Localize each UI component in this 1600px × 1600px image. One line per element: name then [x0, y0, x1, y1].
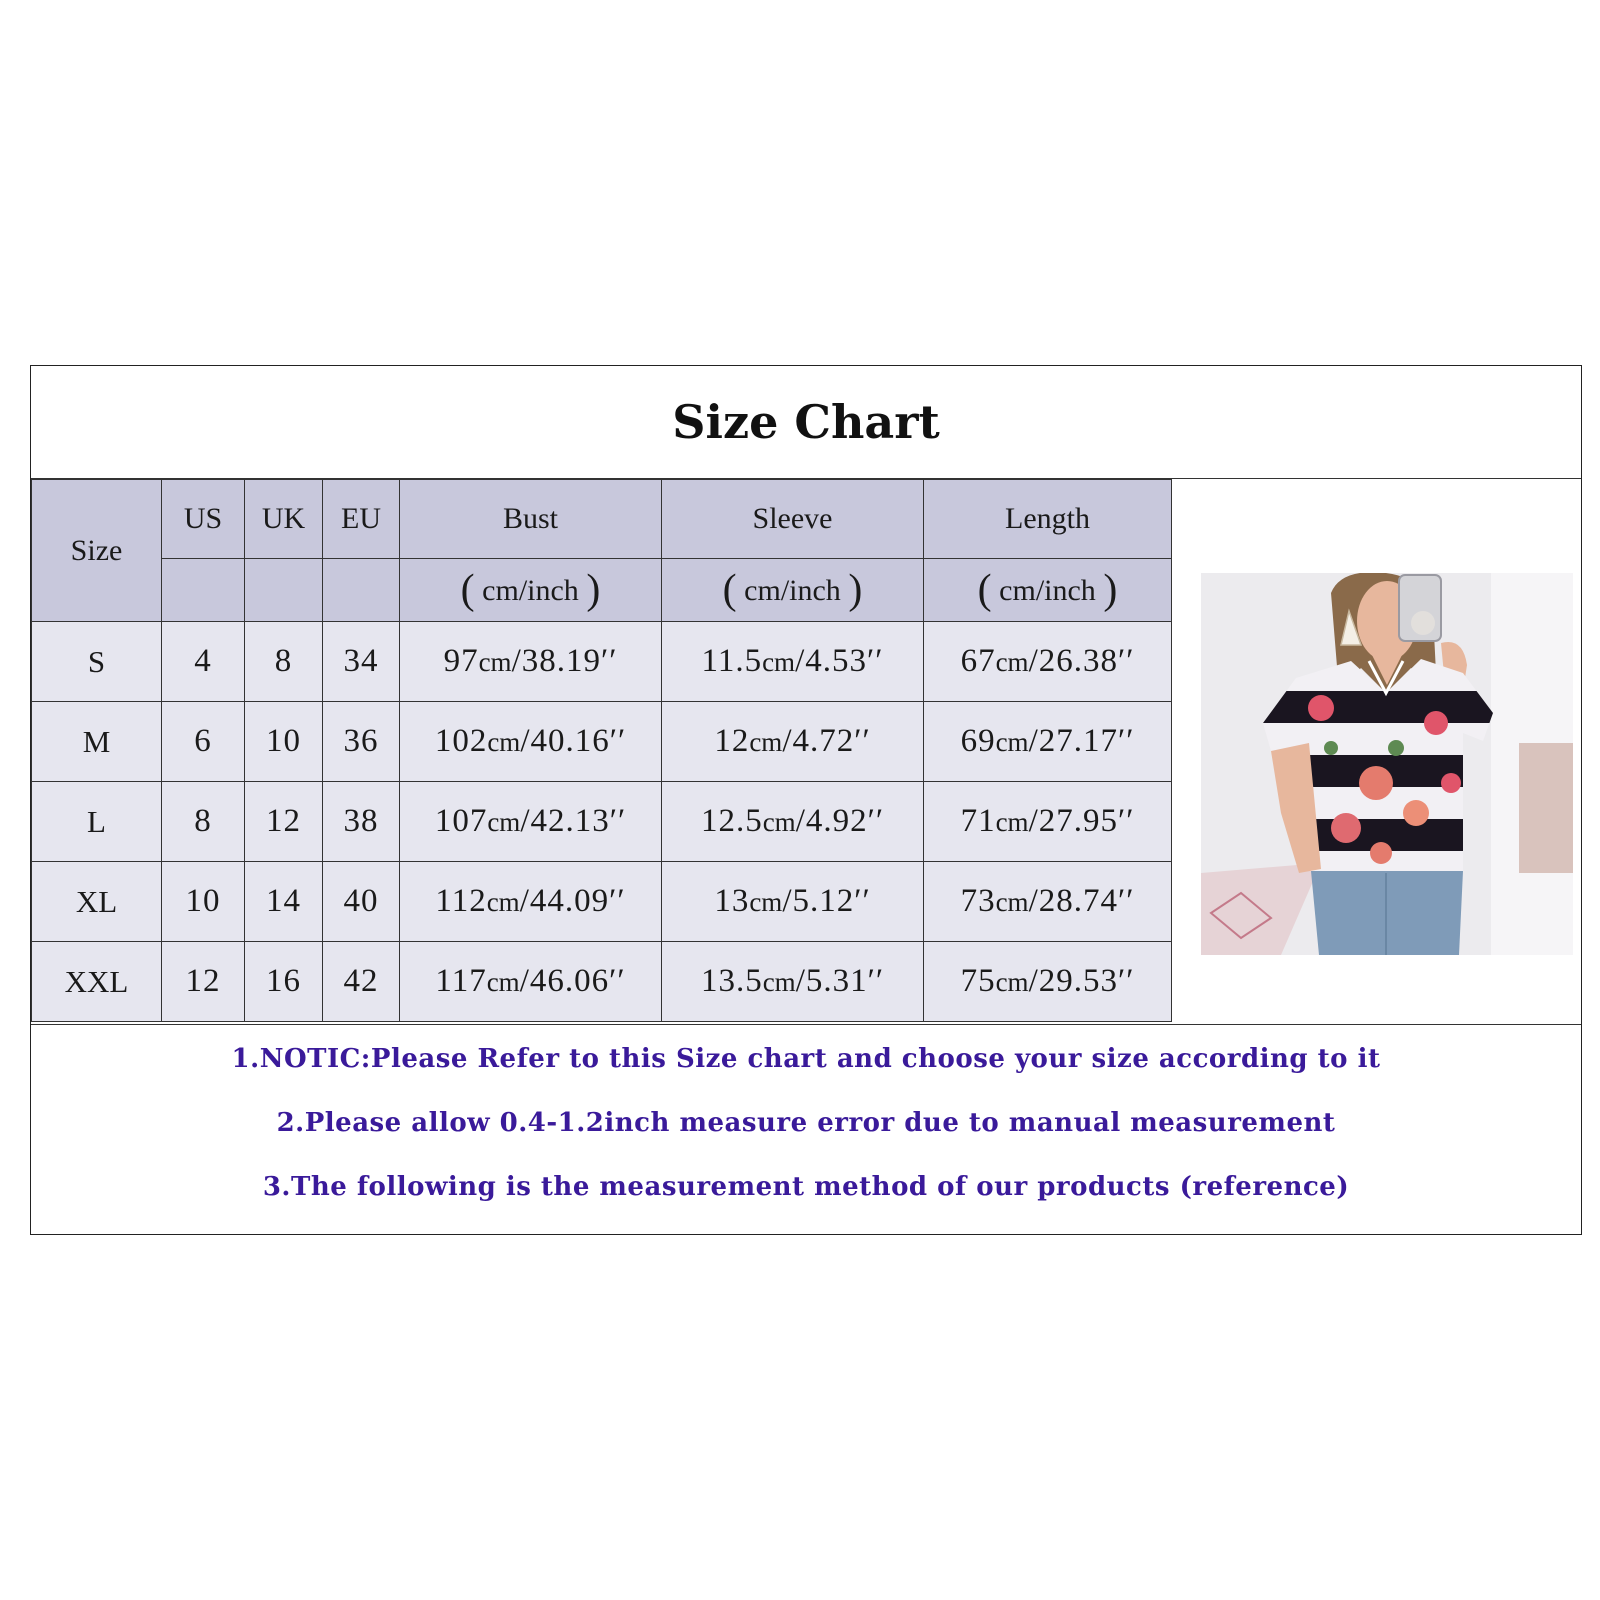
sleeve-cell	[662, 942, 924, 1022]
cm-unit: cm	[762, 647, 796, 677]
cm-unit: cm	[762, 807, 796, 837]
header-us: US	[162, 480, 245, 559]
size-cell: S	[32, 622, 162, 702]
cm-unit: cm	[995, 807, 1029, 837]
unit-uk-empty	[245, 559, 323, 622]
unit-label: cm/inch	[744, 574, 841, 607]
length-value: 73	[960, 883, 996, 919]
cm-unit: cm	[995, 647, 1029, 677]
unit-length	[924, 559, 1172, 622]
size-table	[31, 479, 1172, 1022]
length-inch: /27.95′′	[1028, 803, 1135, 839]
header-sleeve: Sleeve	[662, 480, 924, 559]
length-cell	[924, 862, 1172, 942]
bust-cell	[400, 782, 662, 862]
bust-inch: /40.16′′	[520, 723, 627, 759]
unit-paren-close: )	[586, 567, 601, 613]
eu-cell: 36	[323, 702, 400, 782]
length-cell	[924, 702, 1172, 782]
cm-unit: cm	[995, 967, 1029, 997]
bust-value: 102	[434, 723, 488, 759]
length-inch: /26.38′′	[1028, 643, 1135, 679]
uk-cell: 12	[245, 782, 323, 862]
bust-value: 117	[435, 963, 487, 999]
size-chart	[30, 365, 1582, 1235]
length-value: 69	[960, 723, 996, 759]
unit-label: cm/inch	[482, 574, 579, 607]
product-photo	[1201, 573, 1573, 955]
sleeve-inch: /4.92′′	[795, 803, 885, 839]
cm-unit: cm	[486, 967, 520, 997]
uk-cell: 8	[245, 622, 323, 702]
eu-cell: 40	[323, 862, 400, 942]
length-value: 71	[960, 803, 996, 839]
sleeve-inch: /5.31′′	[795, 963, 885, 999]
table-row	[32, 782, 1172, 862]
bust-inch: /44.09′′	[519, 883, 626, 919]
us-cell: 10	[162, 862, 245, 942]
unit-paren-open: (	[722, 567, 737, 613]
unit-eu-empty	[323, 559, 400, 622]
length-inch: /27.17′′	[1028, 723, 1135, 759]
chart-title: Size Chart	[672, 395, 940, 449]
note-3: 3.The following is the measurement method of our products (reference)	[262, 1172, 1350, 1202]
bust-cell	[400, 622, 662, 702]
sleeve-inch: /4.53′′	[795, 643, 884, 679]
cm-unit: cm	[478, 647, 512, 677]
size-cell: XXL	[32, 942, 162, 1022]
header-size: Size	[32, 480, 162, 622]
length-cell	[924, 622, 1172, 702]
sleeve-cell	[662, 782, 924, 862]
cm-unit: cm	[486, 887, 520, 917]
unit-paren-open: (	[460, 567, 475, 613]
eu-cell: 34	[323, 622, 400, 702]
sleeve-cell	[662, 622, 924, 702]
cm-unit: cm	[762, 967, 796, 997]
unit-bust	[400, 559, 662, 622]
uk-cell: 10	[245, 702, 323, 782]
unit-paren-open: (	[977, 567, 992, 613]
cm-unit: cm	[749, 727, 783, 757]
sleeve-cell	[662, 702, 924, 782]
bust-cell	[400, 942, 662, 1022]
sleeve-value: 12	[714, 723, 750, 759]
uk-cell: 16	[245, 942, 323, 1022]
bust-value: 112	[435, 883, 487, 919]
header-bust: Bust	[400, 480, 662, 559]
unit-row	[32, 559, 1172, 622]
size-cell: L	[32, 782, 162, 862]
length-inch: /29.53′′	[1028, 963, 1135, 999]
bust-cell	[400, 862, 662, 942]
table-row	[32, 622, 1172, 702]
sleeve-inch: /4.72′′	[782, 723, 871, 759]
bust-value: 107	[434, 803, 488, 839]
sleeve-cell	[662, 862, 924, 942]
us-cell: 6	[162, 702, 245, 782]
unit-label: cm/inch	[999, 574, 1096, 607]
length-cell	[924, 782, 1172, 862]
us-cell: 8	[162, 782, 245, 862]
cm-unit: cm	[749, 887, 783, 917]
notes-section	[31, 1028, 1581, 1228]
bust-inch: /38.19′′	[511, 643, 618, 679]
bust-cell	[400, 702, 662, 782]
note-1: 1.NOTIC:Please Refer to this Size chart and choose your size according to it	[231, 1044, 1381, 1074]
unit-paren-close: )	[1103, 567, 1118, 613]
uk-cell: 14	[245, 862, 323, 942]
unit-sleeve	[662, 559, 924, 622]
sleeve-value: 12.5	[700, 803, 763, 839]
table-row	[32, 942, 1172, 1022]
size-cell: M	[32, 702, 162, 782]
cm-unit: cm	[487, 727, 521, 757]
table-row	[32, 702, 1172, 782]
cm-unit: cm	[487, 807, 521, 837]
sleeve-value: 13.5	[700, 963, 763, 999]
table-row	[32, 862, 1172, 942]
size-cell: XL	[32, 862, 162, 942]
sleeve-inch: /5.12′′	[782, 883, 871, 919]
bust-inch: /42.13′′	[520, 803, 627, 839]
background-furniture	[1519, 743, 1573, 873]
length-value: 67	[960, 643, 996, 679]
sleeve-value: 11.5	[701, 643, 763, 679]
bust-value: 97	[443, 643, 479, 679]
table-divider	[31, 1024, 1581, 1025]
unit-paren-close: )	[848, 567, 863, 613]
header-length: Length	[924, 480, 1172, 559]
length-value: 75	[960, 963, 996, 999]
us-cell: 4	[162, 622, 245, 702]
length-inch: /28.74′′	[1028, 883, 1135, 919]
header-uk: UK	[245, 480, 323, 559]
bust-inch: /46.06′′	[519, 963, 626, 999]
eu-cell: 38	[323, 782, 400, 862]
phone-grip	[1411, 611, 1435, 635]
header-row	[32, 480, 1172, 559]
header-eu: EU	[323, 480, 400, 559]
us-cell: 12	[162, 942, 245, 1022]
length-cell	[924, 942, 1172, 1022]
eu-cell: 42	[323, 942, 400, 1022]
unit-us-empty	[162, 559, 245, 622]
cm-unit: cm	[995, 887, 1029, 917]
note-2: 2.Please allow 0.4-1.2inch measure error due to manual measurement	[276, 1108, 1336, 1138]
sleeve-value: 13	[714, 883, 750, 919]
cm-unit: cm	[995, 727, 1029, 757]
